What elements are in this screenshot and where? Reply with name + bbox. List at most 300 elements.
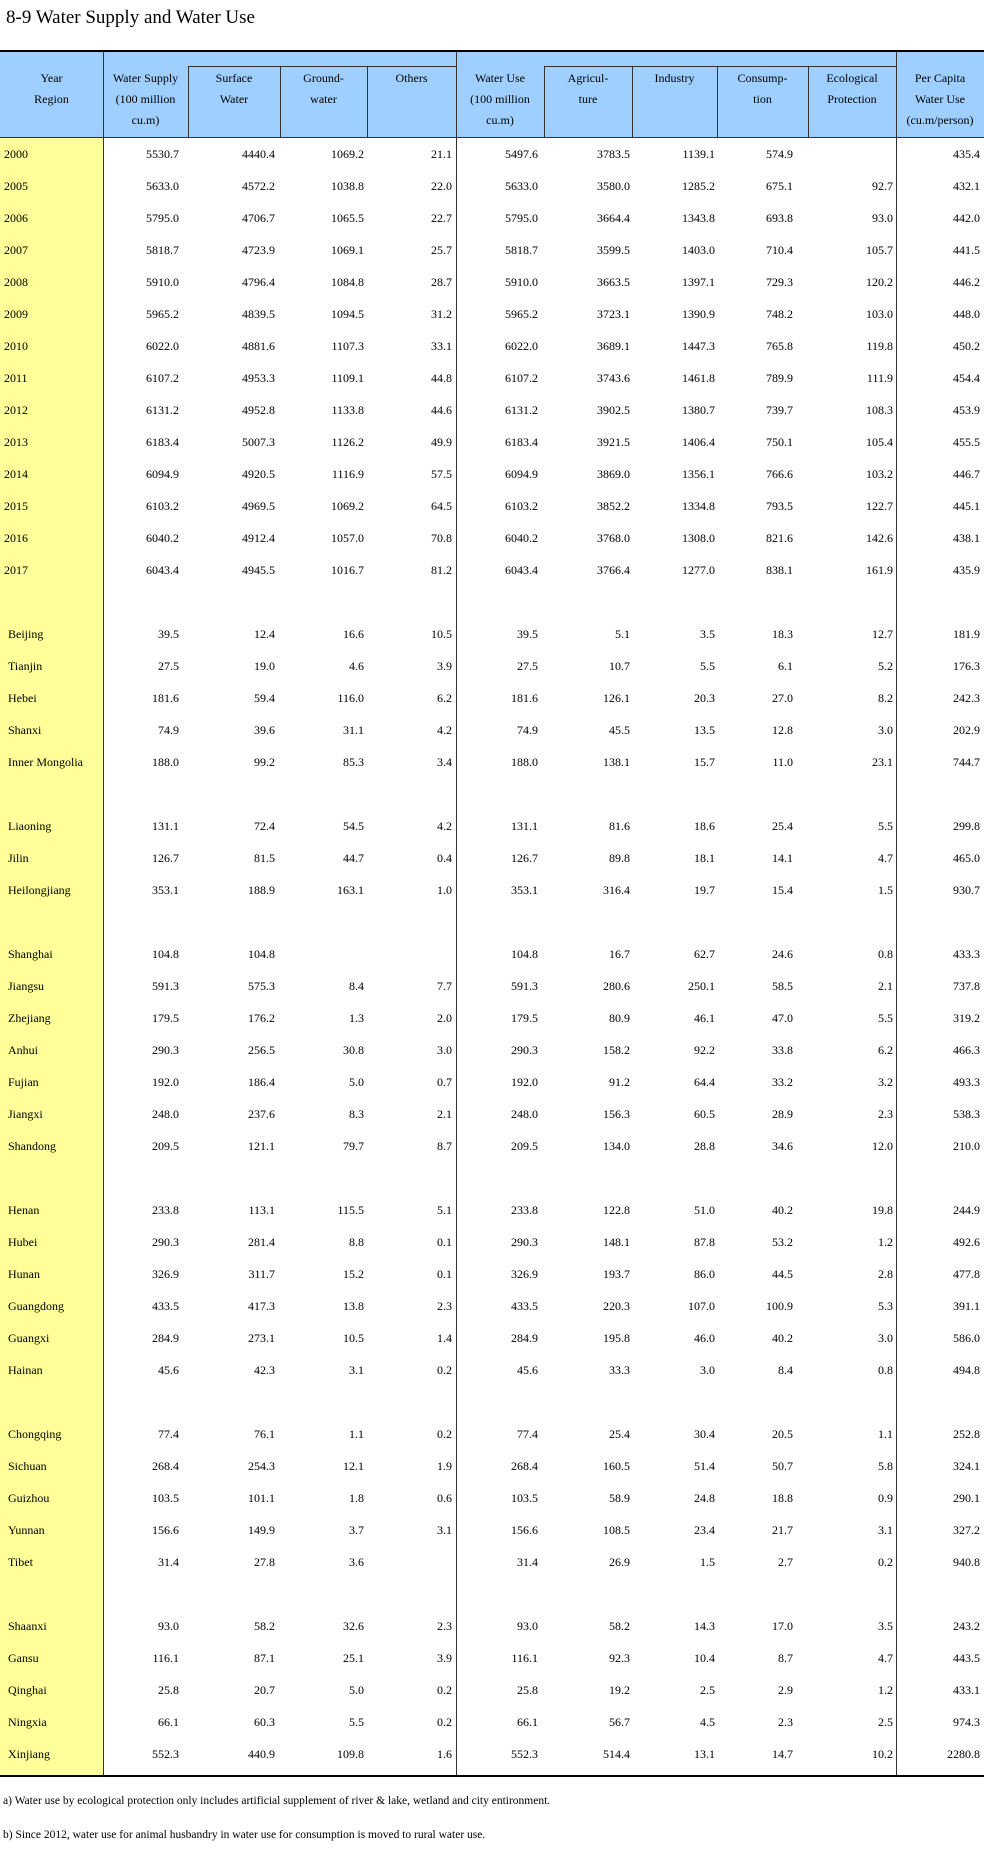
cell-water-use: 248.0: [511, 1107, 538, 1121]
row-region: Xinjiang: [8, 1747, 50, 1761]
cell-surface-water: 254.3: [248, 1459, 275, 1473]
header-per-capita: [896, 52, 984, 138]
cell-per-capita: 494.8: [953, 1363, 980, 1377]
cell-surface-water: 281.4: [248, 1235, 275, 1249]
cell-groundwater: 15.2: [343, 1267, 364, 1281]
cell-per-capita: 493.3: [953, 1075, 980, 1089]
cell-water-supply: 77.4: [158, 1427, 179, 1441]
header-others-line: Others: [395, 71, 428, 85]
table-row: [0, 1002, 984, 1034]
cell-industry: 30.4: [694, 1427, 715, 1441]
table-row: [0, 746, 984, 778]
cell-per-capita: 433.1: [953, 1683, 980, 1697]
cell-agriculture: 80.9: [609, 1011, 630, 1025]
cell-agriculture: 134.0: [603, 1139, 630, 1153]
table-row: [0, 170, 984, 202]
cell-industry: 24.8: [694, 1491, 715, 1505]
cell-consumption: 47.0: [772, 1011, 793, 1025]
cell-consumption: 50.7: [772, 1459, 793, 1473]
cell-agriculture: 3869.0: [597, 467, 630, 481]
cell-agriculture: 3599.5: [597, 243, 630, 257]
cell-surface-water: 237.6: [248, 1107, 275, 1121]
cell-surface-water: 149.9: [248, 1523, 275, 1537]
cell-others: 1.9: [437, 1459, 452, 1473]
cell-per-capita: 438.1: [953, 531, 980, 545]
header-industry-line: Industry: [654, 71, 695, 85]
cell-ecological: 0.9: [878, 1491, 893, 1505]
cell-groundwater: 1069.2: [331, 147, 364, 161]
cell-ecological: 5.3: [878, 1299, 893, 1313]
header-water-supply-line: Water Supply: [112, 71, 179, 85]
row-region: Jiangsu: [8, 979, 44, 993]
row-region: Liaoning: [8, 819, 52, 833]
cell-water-supply: 39.5: [158, 627, 179, 641]
cell-water-supply: 552.3: [152, 1747, 179, 1761]
cell-consumption: 34.6: [772, 1139, 793, 1153]
cell-water-use: 45.6: [517, 1363, 538, 1377]
cell-water-use: 126.7: [511, 851, 538, 865]
cell-water-supply: 5818.7: [146, 243, 179, 257]
cell-consumption: 14.1: [772, 851, 793, 865]
header-subdivider: [808, 66, 809, 138]
table-row: [0, 138, 984, 170]
cell-consumption: 821.6: [766, 531, 793, 545]
cell-consumption: 729.3: [766, 275, 793, 289]
cell-groundwater: 8.3: [349, 1107, 364, 1121]
cell-water-supply: 103.5: [152, 1491, 179, 1505]
cell-agriculture: 3663.5: [597, 275, 630, 289]
row-region: Jilin: [8, 851, 29, 865]
cell-ecological: 92.7: [872, 179, 893, 193]
row-year: 2014: [4, 467, 28, 481]
cell-others: 2.1: [437, 1107, 452, 1121]
cell-consumption: 53.2: [772, 1235, 793, 1249]
cell-ecological: 105.4: [866, 435, 893, 449]
row-region: Hainan: [8, 1363, 43, 1377]
cell-others: 5.1: [437, 1203, 452, 1217]
cell-ecological: 0.8: [878, 947, 893, 961]
cell-industry: 86.0: [694, 1267, 715, 1281]
table-row: [0, 1034, 984, 1066]
cell-agriculture: 3921.5: [597, 435, 630, 449]
cell-ecological: 142.6: [866, 531, 893, 545]
cell-water-use: 5633.0: [505, 179, 538, 193]
table-row: [0, 522, 984, 554]
cell-ecological: 105.7: [866, 243, 893, 257]
cell-per-capita: 299.8: [953, 819, 980, 833]
cell-surface-water: 58.2: [254, 1619, 275, 1633]
cell-agriculture: 158.2: [603, 1043, 630, 1057]
cell-per-capita: 448.0: [953, 307, 980, 321]
row-year: 2006: [4, 211, 28, 225]
cell-water-supply: 6131.2: [146, 403, 179, 417]
cell-per-capita: 477.8: [953, 1267, 980, 1281]
cell-water-supply: 5633.0: [146, 179, 179, 193]
cell-water-supply: 5965.2: [146, 307, 179, 321]
cell-industry: 18.6: [694, 819, 715, 833]
cell-groundwater: 5.0: [349, 1075, 364, 1089]
row-region: Fujian: [8, 1075, 39, 1089]
cell-industry: 20.3: [694, 691, 715, 705]
cell-water-use: 5497.6: [505, 147, 538, 161]
table-row: [0, 1642, 984, 1674]
cell-per-capita: 2280.8: [947, 1747, 980, 1761]
row-region: Jiangxi: [8, 1107, 43, 1121]
table-row: [0, 938, 984, 970]
cell-surface-water: 12.4: [254, 627, 275, 641]
cell-industry: 92.2: [694, 1043, 715, 1057]
cell-water-supply: 131.1: [152, 819, 179, 833]
cell-ecological: 1.2: [878, 1683, 893, 1697]
cell-surface-water: 5007.3: [242, 435, 275, 449]
cell-groundwater: 109.8: [337, 1747, 364, 1761]
cell-agriculture: 193.7: [603, 1267, 630, 1281]
cell-groundwater: 5.5: [349, 1715, 364, 1729]
cell-surface-water: 311.7: [248, 1267, 275, 1281]
cell-others: 2.3: [437, 1619, 452, 1633]
cell-groundwater: 8.8: [349, 1235, 364, 1249]
cell-water-supply: 27.5: [158, 659, 179, 673]
cell-industry: 46.0: [694, 1331, 715, 1345]
cell-industry: 1308.0: [682, 531, 715, 545]
table-row: [0, 1450, 984, 1482]
footnote-a: a) Water use by ecological protection only includes artificial supplement of river & lake, wetland and city entironment.: [3, 1795, 551, 1807]
cell-surface-water: 256.5: [248, 1043, 275, 1057]
cell-agriculture: 148.1: [603, 1235, 630, 1249]
cell-groundwater: 1069.2: [331, 499, 364, 513]
cell-water-supply: 31.4: [158, 1555, 179, 1569]
cell-consumption: 8.4: [778, 1363, 793, 1377]
cell-surface-water: 60.3: [254, 1715, 275, 1729]
cell-groundwater: 1.1: [349, 1427, 364, 1441]
cell-ecological: 19.8: [872, 1203, 893, 1217]
cell-ecological: 5.5: [878, 819, 893, 833]
row-region: Heilongjiang: [8, 883, 71, 897]
table-row: [0, 714, 984, 746]
header-industry: [632, 52, 717, 138]
cell-surface-water: 4706.7: [242, 211, 275, 225]
row-region: Chongqing: [8, 1427, 62, 1441]
cell-consumption: 40.2: [772, 1331, 793, 1345]
table-row: [0, 874, 984, 906]
cell-ecological: 0.8: [878, 1363, 893, 1377]
bottom-rule: [0, 1775, 984, 1777]
cell-surface-water: 4796.4: [242, 275, 275, 289]
cell-others: 2.0: [437, 1011, 452, 1025]
cell-per-capita: 243.2: [953, 1619, 980, 1633]
header-per-capita-line: Water Use: [914, 92, 965, 106]
cell-per-capita: 455.5: [953, 435, 980, 449]
cell-surface-water: 4969.5: [242, 499, 275, 513]
cell-consumption: 765.8: [766, 339, 793, 353]
cell-water-use: 6107.2: [505, 371, 538, 385]
table-row: [0, 1546, 984, 1578]
cell-per-capita: 454.4: [953, 371, 980, 385]
cell-industry: 107.0: [688, 1299, 715, 1313]
cell-ecological: 5.2: [878, 659, 893, 673]
cell-agriculture: 19.2: [609, 1683, 630, 1697]
cell-others: 70.8: [431, 531, 452, 545]
cell-per-capita: 210.0: [953, 1139, 980, 1153]
cell-others: 2.3: [437, 1299, 452, 1313]
cell-agriculture: 156.3: [603, 1107, 630, 1121]
cell-agriculture: 160.5: [603, 1459, 630, 1473]
cell-others: 3.9: [437, 1651, 452, 1665]
cell-others: 22.7: [431, 211, 452, 225]
cell-agriculture: 56.7: [609, 1715, 630, 1729]
cell-groundwater: 85.3: [343, 755, 364, 769]
cell-ecological: 4.7: [878, 1651, 893, 1665]
cell-consumption: 750.1: [766, 435, 793, 449]
cell-per-capita: 181.9: [953, 627, 980, 641]
cell-per-capita: 446.2: [953, 275, 980, 289]
cell-agriculture: 514.4: [603, 1747, 630, 1761]
row-region: Guizhou: [8, 1491, 50, 1505]
cell-agriculture: 316.4: [603, 883, 630, 897]
row-region: Zhejiang: [8, 1011, 51, 1025]
cell-water-use: 77.4: [517, 1427, 538, 1441]
header-consumption-line: tion: [753, 92, 772, 106]
cell-water-use: 156.6: [511, 1523, 538, 1537]
table-row: [0, 1738, 984, 1770]
cell-water-supply: 290.3: [152, 1235, 179, 1249]
table-row: [0, 618, 984, 650]
cell-ecological: 2.3: [878, 1107, 893, 1121]
cell-water-use: 188.0: [511, 755, 538, 769]
cell-ecological: 3.0: [878, 1331, 893, 1345]
cell-groundwater: 1094.5: [331, 307, 364, 321]
cell-per-capita: 465.0: [953, 851, 980, 865]
row-region: Yunnan: [8, 1523, 45, 1537]
header-water-use: [456, 52, 544, 138]
cell-per-capita: 737.8: [953, 979, 980, 993]
cell-surface-water: 4920.5: [242, 467, 275, 481]
header-consumption-line: Consump-: [737, 71, 788, 85]
cell-consumption: 6.1: [778, 659, 793, 673]
cell-consumption: 2.3: [778, 1715, 793, 1729]
table-row: [0, 970, 984, 1002]
row-region: Beijing: [8, 627, 44, 641]
row-year: 2010: [4, 339, 28, 353]
table-row: [0, 394, 984, 426]
cell-industry: 51.4: [694, 1459, 715, 1473]
cell-groundwater: 44.7: [343, 851, 364, 865]
table-row: [0, 234, 984, 266]
cell-agriculture: 58.9: [609, 1491, 630, 1505]
cell-consumption: 15.4: [772, 883, 793, 897]
cell-water-supply: 284.9: [152, 1331, 179, 1345]
cell-agriculture: 16.7: [609, 947, 630, 961]
table-row: [0, 202, 984, 234]
cell-surface-water: 59.4: [254, 691, 275, 705]
cell-surface-water: 27.8: [254, 1555, 275, 1569]
table-row: [0, 1482, 984, 1514]
header-subdivider: [632, 66, 633, 138]
cell-water-use: 6094.9: [505, 467, 538, 481]
cell-water-supply: 233.8: [152, 1203, 179, 1217]
cell-consumption: 18.3: [772, 627, 793, 641]
cell-agriculture: 195.8: [603, 1331, 630, 1345]
cell-others: 0.7: [437, 1075, 452, 1089]
header-water-supply-line: (100 million: [115, 92, 176, 106]
cell-water-supply: 156.6: [152, 1523, 179, 1537]
cell-per-capita: 441.5: [953, 243, 980, 257]
table-row: [0, 1674, 984, 1706]
cell-surface-water: 87.1: [254, 1651, 275, 1665]
cell-industry: 1406.4: [682, 435, 715, 449]
header-ecological-line: Protection: [827, 92, 877, 106]
row-region: Sichuan: [8, 1459, 47, 1473]
cell-agriculture: 5.1: [615, 627, 630, 641]
cell-ecological: 3.1: [878, 1523, 893, 1537]
cell-surface-water: 4952.8: [242, 403, 275, 417]
table-row: [0, 682, 984, 714]
cell-water-supply: 192.0: [152, 1075, 179, 1089]
cell-agriculture: 126.1: [603, 691, 630, 705]
cell-ecological: 119.8: [866, 339, 893, 353]
cell-water-use: 6040.2: [505, 531, 538, 545]
cell-water-supply: 6183.4: [146, 435, 179, 449]
cell-others: 7.7: [437, 979, 452, 993]
cell-others: 0.1: [437, 1267, 452, 1281]
cell-water-use: 233.8: [511, 1203, 538, 1217]
cell-consumption: 24.6: [772, 947, 793, 961]
cell-consumption: 710.4: [766, 243, 793, 257]
row-region: Shaanxi: [8, 1619, 47, 1633]
row-year: 2000: [4, 147, 28, 161]
cell-water-use: 290.3: [511, 1043, 538, 1057]
cell-agriculture: 58.2: [609, 1619, 630, 1633]
cell-consumption: 793.5: [766, 499, 793, 513]
cell-others: 1.6: [437, 1747, 452, 1761]
cell-consumption: 693.8: [766, 211, 793, 225]
cell-water-use: 27.5: [517, 659, 538, 673]
cell-per-capita: 586.0: [953, 1331, 980, 1345]
cell-groundwater: 1107.3: [331, 339, 364, 353]
cell-water-supply: 290.3: [152, 1043, 179, 1057]
cell-agriculture: 3580.0: [597, 179, 630, 193]
cell-consumption: 58.5: [772, 979, 793, 993]
cell-agriculture: 220.3: [603, 1299, 630, 1313]
cell-ecological: 3.5: [878, 1619, 893, 1633]
row-year: 2009: [4, 307, 28, 321]
header-subdivider: [717, 66, 718, 138]
row-region: Inner Mongolia: [8, 755, 83, 769]
cell-groundwater: 3.6: [349, 1555, 364, 1569]
cell-surface-water: 4953.3: [242, 371, 275, 385]
table-row: [0, 1194, 984, 1226]
table-header: [0, 52, 984, 138]
cell-per-capita: 492.6: [953, 1235, 980, 1249]
cell-water-use: 103.5: [511, 1491, 538, 1505]
cell-surface-water: 4912.4: [242, 531, 275, 545]
table-row: [0, 1610, 984, 1642]
cell-agriculture: 33.3: [609, 1363, 630, 1377]
cell-consumption: 21.7: [772, 1523, 793, 1537]
cell-per-capita: 391.1: [953, 1299, 980, 1313]
cell-industry: 1390.9: [682, 307, 715, 321]
header-year-region-line: Region: [34, 92, 69, 106]
table-row: [0, 1418, 984, 1450]
cell-others: 44.8: [431, 371, 452, 385]
cell-agriculture: 3783.5: [597, 147, 630, 161]
row-region: Tibet: [8, 1555, 33, 1569]
row-region: Anhui: [8, 1043, 38, 1057]
cell-consumption: 100.9: [766, 1299, 793, 1313]
cell-industry: 250.1: [688, 979, 715, 993]
cell-ecological: 1.2: [878, 1235, 893, 1249]
row-year: 2008: [4, 275, 28, 289]
cell-water-supply: 181.6: [152, 691, 179, 705]
header-surface-water-line: Surface: [215, 71, 253, 85]
cell-surface-water: 4839.5: [242, 307, 275, 321]
header-span-rule: [544, 66, 896, 67]
cell-industry: 1447.3: [682, 339, 715, 353]
header-others: [367, 52, 456, 138]
cell-surface-water: 4881.6: [242, 339, 275, 353]
table-row: [0, 1226, 984, 1258]
cell-per-capita: 319.2: [953, 1011, 980, 1025]
cell-industry: 13.5: [694, 723, 715, 737]
cell-water-supply: 93.0: [158, 1619, 179, 1633]
cell-consumption: 739.7: [766, 403, 793, 417]
cell-per-capita: 443.5: [953, 1651, 980, 1665]
cell-others: 1.4: [437, 1331, 452, 1345]
cell-agriculture: 3902.5: [597, 403, 630, 417]
cell-others: 1.0: [437, 883, 452, 897]
cell-others: 21.1: [431, 147, 452, 161]
row-region: Shanxi: [8, 723, 42, 737]
cell-industry: 64.4: [694, 1075, 715, 1089]
cell-per-capita: 446.7: [953, 467, 980, 481]
header-water-use-line: Water Use: [474, 71, 525, 85]
header-year-region: [0, 52, 103, 138]
cell-groundwater: 3.1: [349, 1363, 364, 1377]
header-subdivider: [280, 66, 281, 138]
table-row: [0, 842, 984, 874]
row-year: 2011: [4, 371, 28, 385]
cell-groundwater: 31.1: [343, 723, 364, 737]
cell-agriculture: 3852.2: [597, 499, 630, 513]
cell-surface-water: 4945.5: [242, 563, 275, 577]
cell-water-use: 5795.0: [505, 211, 538, 225]
cell-groundwater: 1065.5: [331, 211, 364, 225]
cell-groundwater: 25.1: [343, 1651, 364, 1665]
cell-water-supply: 353.1: [152, 883, 179, 897]
cell-ecological: 93.0: [872, 211, 893, 225]
cell-water-use: 192.0: [511, 1075, 538, 1089]
cell-industry: 62.7: [694, 947, 715, 961]
cell-water-use: 181.6: [511, 691, 538, 705]
cell-water-supply: 104.8: [152, 947, 179, 961]
cell-surface-water: 417.3: [248, 1299, 275, 1313]
cell-water-use: 66.1: [517, 1715, 538, 1729]
cell-groundwater: 1038.8: [331, 179, 364, 193]
cell-groundwater: 30.8: [343, 1043, 364, 1057]
row-region: Shandong: [8, 1139, 56, 1153]
cell-water-use: 284.9: [511, 1331, 538, 1345]
header-per-capita-line: (cu.m/person): [906, 113, 974, 127]
cell-consumption: 748.2: [766, 307, 793, 321]
cell-agriculture: 3723.1: [597, 307, 630, 321]
cell-water-supply: 25.8: [158, 1683, 179, 1697]
cell-consumption: 789.9: [766, 371, 793, 385]
cell-ecological: 3.0: [878, 723, 893, 737]
cell-water-use: 74.9: [517, 723, 538, 737]
table-row: [0, 266, 984, 298]
header-ecological-line: Ecological: [826, 71, 878, 85]
cell-water-use: 31.4: [517, 1555, 538, 1569]
